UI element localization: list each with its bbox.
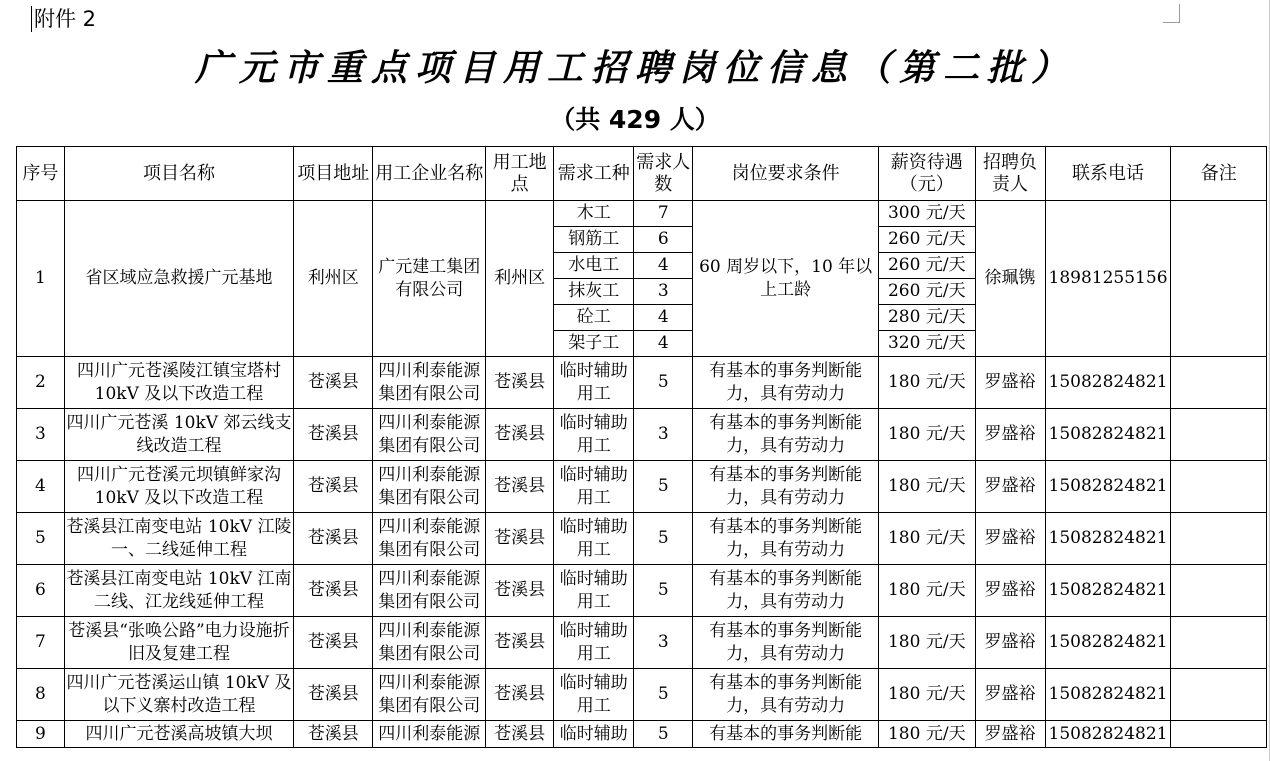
cell-address bbox=[294, 721, 373, 748]
cell-requirements: 60 周岁以下，10 年以上工龄 bbox=[693, 201, 879, 357]
cell-address: 苍溪县 bbox=[294, 357, 373, 409]
cell-requirements: 有基本的事务判断能力，具有劳动力 bbox=[693, 357, 879, 409]
cell-text: 180 元/天 bbox=[887, 723, 966, 744]
cell-salary: 180 元/天 bbox=[879, 357, 975, 409]
header-work-place: 用工地点 bbox=[486, 147, 554, 201]
cell-recruiter: 罗盛裕 bbox=[975, 617, 1045, 669]
header-salary: 薪资待遇（元） bbox=[879, 147, 975, 201]
cell-project: 苍溪县“张唤公路”电力设施折旧及复建工程 bbox=[64, 617, 293, 669]
cell-note bbox=[1171, 513, 1267, 565]
cell-count: 5 bbox=[634, 461, 693, 513]
cell-recruiter: 罗盛裕 bbox=[975, 565, 1045, 617]
cell-salary bbox=[879, 721, 975, 748]
header-recruiter: 招聘负责人 bbox=[975, 147, 1045, 201]
header-row bbox=[17, 147, 1267, 201]
cell-job-type: 临时辅助用工 bbox=[554, 461, 634, 513]
cell-no: 8 bbox=[17, 669, 65, 721]
cell-count: 7 bbox=[634, 201, 693, 227]
cell-recruiter: 罗盛裕 bbox=[975, 461, 1045, 513]
cell-phone: 15082824821 bbox=[1045, 513, 1171, 565]
cell-text: 临时辅助 bbox=[559, 723, 628, 744]
header-job-type: 需求工种 bbox=[554, 147, 634, 201]
cell-count: 5 bbox=[634, 565, 693, 617]
cell-job-type: 临时辅助用工 bbox=[554, 513, 634, 565]
cell-note bbox=[1171, 409, 1267, 461]
header-note: 备注 bbox=[1171, 147, 1267, 201]
cell-count: 6 bbox=[634, 227, 693, 253]
table-row bbox=[17, 669, 1267, 721]
cell-note bbox=[1171, 201, 1267, 357]
cell-job-type bbox=[554, 721, 634, 748]
cell-phone: 15082824821 bbox=[1045, 357, 1171, 409]
cell-text: 15082824821 bbox=[1048, 723, 1168, 744]
attachment-label[interactable]: 附件 2 bbox=[31, 6, 96, 32]
cell-address: 苍溪县 bbox=[294, 617, 373, 669]
cell-note bbox=[1171, 565, 1267, 617]
cell-recruiter: 罗盛裕 bbox=[975, 669, 1045, 721]
document-subtitle: （共 429 人） bbox=[550, 105, 720, 134]
table-row bbox=[17, 513, 1267, 565]
cell-no: 4 bbox=[17, 461, 65, 513]
cell-work-place: 苍溪县 bbox=[486, 409, 554, 461]
cell-recruiter: 罗盛裕 bbox=[975, 409, 1045, 461]
cell-work-place: 苍溪县 bbox=[486, 617, 554, 669]
cell-salary: 260 元/天 bbox=[879, 253, 975, 279]
cell-no: 5 bbox=[17, 513, 65, 565]
header-no: 序号 bbox=[17, 147, 65, 201]
cell-requirements: 有基本的事务判断能力，具有劳动力 bbox=[693, 461, 879, 513]
table-row bbox=[17, 617, 1267, 669]
table-row bbox=[17, 201, 1267, 227]
cell-project bbox=[64, 721, 293, 748]
cell-salary: 260 元/天 bbox=[879, 279, 975, 305]
cell-salary: 180 元/天 bbox=[879, 669, 975, 721]
table-row bbox=[17, 357, 1267, 409]
cell-count: 5 bbox=[634, 357, 693, 409]
cell-job-type: 砼工 bbox=[554, 305, 634, 331]
cell-address: 苍溪县 bbox=[294, 513, 373, 565]
cell-address: 苍溪县 bbox=[294, 565, 373, 617]
recruitment-table bbox=[16, 146, 1267, 748]
cell-address: 利州区 bbox=[294, 201, 373, 357]
table-body bbox=[17, 357, 1267, 721]
cell-job-type: 架子工 bbox=[554, 331, 634, 357]
cell-note bbox=[1171, 617, 1267, 669]
cell-phone bbox=[1045, 721, 1171, 748]
cell-company: 四川利泰能源集团有限公司 bbox=[373, 409, 486, 461]
cell-text: 苍溪县 bbox=[307, 723, 359, 744]
cell-salary: 300 元/天 bbox=[879, 201, 975, 227]
cell-work-place: 利州区 bbox=[486, 201, 554, 357]
cell-work-place: 苍溪县 bbox=[486, 357, 554, 409]
cell-text: 罗盛裕 bbox=[984, 723, 1036, 744]
cell-salary: 320 元/天 bbox=[879, 331, 975, 357]
table-row bbox=[17, 461, 1267, 513]
cell-note bbox=[1171, 669, 1267, 721]
cell-no: 1 bbox=[17, 201, 65, 357]
cell-note bbox=[1171, 721, 1267, 748]
cell-recruiter: 罗盛裕 bbox=[975, 357, 1045, 409]
cell-work-place: 苍溪县 bbox=[486, 513, 554, 565]
cell-job-type: 水电工 bbox=[554, 253, 634, 279]
cell-phone: 15082824821 bbox=[1045, 617, 1171, 669]
cell-company: 四川利泰能源集团有限公司 bbox=[373, 669, 486, 721]
cell-company: 四川利泰能源集团有限公司 bbox=[373, 617, 486, 669]
cell-salary: 180 元/天 bbox=[879, 409, 975, 461]
cell-company: 四川利泰能源集团有限公司 bbox=[373, 565, 486, 617]
cell-no: 7 bbox=[17, 617, 65, 669]
header-count: 需求人数 bbox=[634, 147, 693, 201]
cell-count: 4 bbox=[634, 331, 693, 357]
cell-recruiter: 徐珮镌 bbox=[975, 201, 1045, 357]
cell-salary: 180 元/天 bbox=[879, 461, 975, 513]
cell-note bbox=[1171, 357, 1267, 409]
cell-requirements: 有基本的事务判断能力，具有劳动力 bbox=[693, 617, 879, 669]
cell-count: 5 bbox=[634, 669, 693, 721]
cell-count: 4 bbox=[634, 305, 693, 331]
cell-count: 3 bbox=[634, 617, 693, 669]
cell-company: 广元建工集团有限公司 bbox=[373, 201, 486, 357]
table-row bbox=[17, 409, 1267, 461]
cell-job-type: 临时辅助用工 bbox=[554, 669, 634, 721]
cell-project: 四川广元苍溪运山镇 10kV 及以下义寨村改造工程 bbox=[64, 669, 293, 721]
cell-address: 苍溪县 bbox=[294, 461, 373, 513]
cell-job-type: 临时辅助用工 bbox=[554, 565, 634, 617]
cell-job-type: 钢筋工 bbox=[554, 227, 634, 253]
header-address: 项目地址 bbox=[294, 147, 373, 201]
cell-requirements: 有基本的事务判断能力，具有劳动力 bbox=[693, 565, 879, 617]
cell-project: 四川广元苍溪元坝镇鲜家沟 10kV 及以下改造工程 bbox=[64, 461, 293, 513]
cell-text: 苍溪县 bbox=[494, 723, 546, 744]
cell-work-place: 苍溪县 bbox=[486, 565, 554, 617]
cell-text bbox=[1172, 723, 1265, 746]
cell-no: 3 bbox=[17, 409, 65, 461]
table-row bbox=[17, 565, 1267, 617]
cell-project: 省区域应急救援广元基地 bbox=[64, 201, 293, 357]
cell-no: 6 bbox=[17, 565, 65, 617]
cell-no bbox=[17, 721, 65, 748]
cell-phone: 15082824821 bbox=[1045, 461, 1171, 513]
cell-phone: 18981255156 bbox=[1045, 201, 1171, 357]
margin-corner-mark bbox=[1163, 4, 1180, 23]
cell-text: 有基本的事务判断能 bbox=[709, 723, 863, 744]
cell-recruiter: 罗盛裕 bbox=[975, 513, 1045, 565]
cell-phone: 15082824821 bbox=[1045, 409, 1171, 461]
cell-count: 5 bbox=[634, 513, 693, 565]
cell-text: 四川广元苍溪高坡镇大坝 bbox=[85, 723, 273, 744]
cell-company: 四川利泰能源集团有限公司 bbox=[373, 357, 486, 409]
cell-project: 苍溪县江南变电站 10kV 江南二线、江龙线延伸工程 bbox=[64, 565, 293, 617]
cell-count: 3 bbox=[634, 409, 693, 461]
cell-count: 3 bbox=[634, 279, 693, 305]
cell-text: 9 bbox=[34, 723, 46, 744]
document-title: 广元市重点项目用工招聘岗位信息（第二批） bbox=[194, 47, 1075, 89]
cell-company: 四川利泰能源集团有限公司 bbox=[373, 461, 486, 513]
cell-salary: 280 元/天 bbox=[879, 305, 975, 331]
cell-recruiter bbox=[975, 721, 1045, 748]
cell-text: 5 bbox=[657, 723, 669, 744]
header-phone: 联系电话 bbox=[1045, 147, 1171, 201]
cell-requirements: 有基本的事务判断能力，具有劳动力 bbox=[693, 669, 879, 721]
cell-address: 苍溪县 bbox=[294, 409, 373, 461]
cell-requirements bbox=[693, 721, 879, 748]
cell-salary: 180 元/天 bbox=[879, 565, 975, 617]
cell-phone: 15082824821 bbox=[1045, 565, 1171, 617]
cell-work-place: 苍溪县 bbox=[486, 461, 554, 513]
cell-no: 2 bbox=[17, 357, 65, 409]
table-row-partial bbox=[17, 721, 1267, 748]
cell-salary: 180 元/天 bbox=[879, 617, 975, 669]
cell-requirements: 有基本的事务判断能力，具有劳动力 bbox=[693, 513, 879, 565]
cell-job-type: 临时辅助用工 bbox=[554, 409, 634, 461]
cell-count: 4 bbox=[634, 253, 693, 279]
header-project: 项目名称 bbox=[64, 147, 293, 201]
header-requirements: 岗位要求条件 bbox=[693, 147, 879, 201]
cell-work-place: 苍溪县 bbox=[486, 669, 554, 721]
cell-project: 四川广元苍溪陵江镇宝塔村 10kV 及以下改造工程 bbox=[64, 357, 293, 409]
cell-work-place bbox=[486, 721, 554, 748]
header-company: 用工企业名称 bbox=[373, 147, 486, 201]
cell-requirements: 有基本的事务判断能力，具有劳动力 bbox=[693, 409, 879, 461]
cell-note bbox=[1171, 461, 1267, 513]
cell-phone: 15082824821 bbox=[1045, 669, 1171, 721]
cell-text: 四川利泰能源 bbox=[378, 723, 481, 744]
cell-job-type: 抹灰工 bbox=[554, 279, 634, 305]
cell-job-type: 临时辅助用工 bbox=[554, 617, 634, 669]
cell-project: 四川广元苍溪 10kV 郊云线支线改造工程 bbox=[64, 409, 293, 461]
cell-salary: 180 元/天 bbox=[879, 513, 975, 565]
cell-job-type: 临时辅助用工 bbox=[554, 357, 634, 409]
cell-company bbox=[373, 721, 486, 748]
cell-salary: 260 元/天 bbox=[879, 227, 975, 253]
cell-count bbox=[634, 721, 693, 748]
cell-job-type: 木工 bbox=[554, 201, 634, 227]
cell-company: 四川利泰能源集团有限公司 bbox=[373, 513, 486, 565]
cell-project: 苍溪县江南变电站 10kV 江陵一、二线延伸工程 bbox=[64, 513, 293, 565]
cell-address: 苍溪县 bbox=[294, 669, 373, 721]
